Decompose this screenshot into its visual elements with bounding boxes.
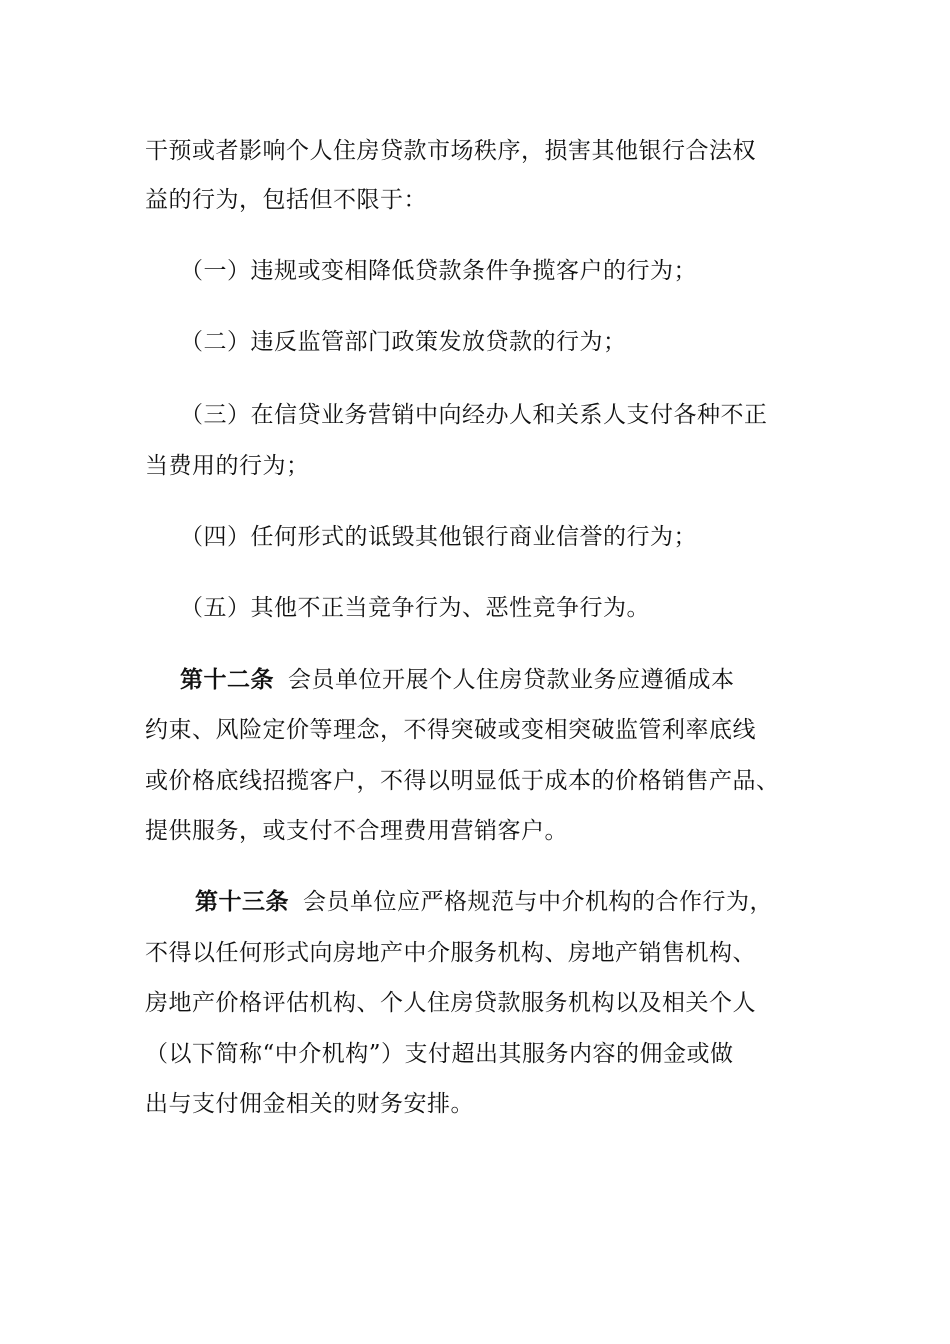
list-item: （二）违反监管部门政策发放贷款的行为； [180, 329, 627, 355]
article-12-line: 或价格底线招揽客户，不得以明显低于成本的价格销售产品、 [145, 768, 780, 794]
list-item: （四）任何形式的诋毁其他银行商业信誉的行为； [180, 524, 697, 550]
article-13-line: 出与支付佣金相关的财务安排。 [145, 1091, 474, 1117]
list-item: （三）在信贷业务营销中向经办人和关系人支付各种不正 [180, 402, 768, 428]
article-12-line: 约束、风险定价等理念，不得突破或变相突破监管利率底线 [145, 717, 756, 743]
article-13-title: 第十三条 [195, 888, 289, 915]
list-item: （一）违规或变相降低贷款条件争揽客户的行为； [180, 258, 697, 284]
article-12-line: 提供服务，或支付不合理费用营销客户。 [145, 818, 568, 844]
article-12-text: 会员单位开展个人住房贷款业务应遵循成本 [288, 667, 735, 693]
paragraph-line: 益的行为，包括但不限于： [145, 187, 427, 213]
article-13-line: （以下简称“中介机构”）支付超出其服务内容的佣金或做 [145, 1041, 734, 1067]
list-item: （五）其他不正当竞争行为、恶性竞争行为。 [180, 595, 650, 621]
paragraph-line: 干预或者影响个人住房贷款市场秩序，损害其他银行合法权 [145, 138, 756, 164]
article-13-first-line [195, 887, 773, 917]
article-12-title: 第十二条 [180, 666, 274, 693]
article-13-line: 房地产价格评估机构、个人住房贷款服务机构以及相关个人 [145, 990, 756, 1016]
article-13-text: 会员单位应严格规范与中介机构的合作行为， [303, 889, 773, 915]
article-13-line: 不得以任何形式向房地产中介服务机构、房地产销售机构、 [145, 940, 756, 966]
list-item-continuation: 当费用的行为； [145, 453, 310, 479]
article-12-first-line [180, 665, 735, 695]
